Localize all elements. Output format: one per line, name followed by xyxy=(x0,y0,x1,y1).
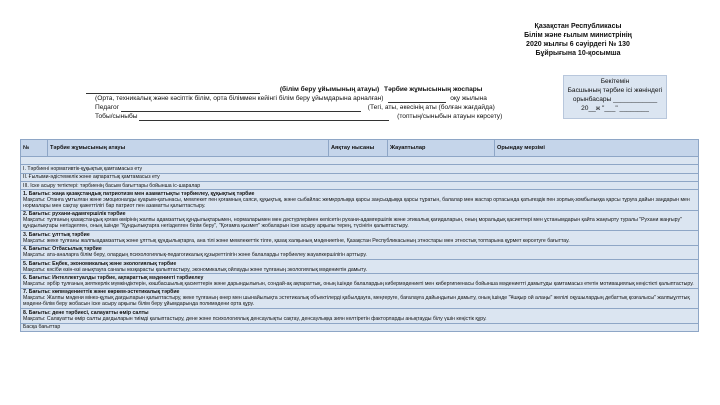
table-row xyxy=(21,274,699,288)
direction-goal: Мақсаты: Отанға ұмтылған және эмоционалды қуарым-қатынасы, мемлекет пен қоғамның саяси, құқықтық, және сыбайлас жемқорлыққа қарсы заңсыздыққа қарсы тұратын, балалар мен жастар ортасында қатыгездік пен зорлық-зомбылыққа қарсы тұруға дайын заңдарын мен нормалары мен сақтау қажеттілігі бар патриот пен азаматты қалыптастыру. xyxy=(23,196,690,209)
teacher-blank xyxy=(121,105,361,112)
teacher-desc: (Тегі, аты, әкесінің аты (болған жағдайда) xyxy=(367,104,495,111)
direction-goal: Мақсаты: кәсіби өзін-өзі анықтауға саналы көзқарасты қалыптастыру, экономикалық ойлауды және тұлғаның экологиялық мәдениетін дамыту. xyxy=(23,266,367,273)
group-blank xyxy=(139,114,389,121)
appendix-line: Бұйрығына 10-қосымша xyxy=(535,50,621,57)
table-row xyxy=(21,288,699,308)
footer-cell: Басқа бағыттар xyxy=(21,323,699,331)
direction-title: 3. Бағыты: ұлттық тәрбие xyxy=(23,231,90,238)
year-blank xyxy=(388,96,446,103)
column-header: Тәрбие жұмысының атауы xyxy=(48,140,329,157)
appendix-line: Қазақстан Республикасы xyxy=(534,23,622,30)
direction-title: 7. Бағыты: көпмәдениеттік және көркем-эстетикалық тәрбие xyxy=(23,289,180,296)
direction-goal: Мақсаты: жеке тұлғаны жалпыадамзаттық және ұлттық құндылықтарға, ана тілі және мемлекеттік тілге, қазақ халқының мәдениетіне, Қазақстан Республикасының этностары мен этностық топтарына құрмет көрсетуге бағыттау. xyxy=(23,237,570,244)
table-header-row xyxy=(21,140,699,157)
direction-cell xyxy=(21,288,699,308)
org-name-blank xyxy=(86,87,260,94)
column-header: Аяқтау нысаны xyxy=(329,140,388,157)
direction-goal: Мақсаты: әрбір тұлғаның зияткерлік мүмкіндіктерін, көшбасшылық қасиеттерін және дарындылығын, сондай-ақ ақпараттық, оның ішінде балалардың кибермәдениеті мен кибергигиенасы бойынша мәдениетті дамытуды қамтамасыз ететін мотивациялық кеңістікті қалыптастыру. xyxy=(23,280,694,287)
blank-cell xyxy=(21,157,699,165)
table-row xyxy=(21,190,699,210)
year-suffix: оқу жылына xyxy=(450,95,487,102)
direction-cell xyxy=(21,259,699,273)
column-header: № xyxy=(21,140,48,157)
teacher-label: Педагог xyxy=(95,104,120,111)
table-row xyxy=(21,210,699,230)
appendix-line: Білім және ғылым министрінің xyxy=(524,32,632,39)
group-desc: (топтың/сыныбын атауын көрсету) xyxy=(397,113,503,120)
direction-cell xyxy=(21,190,699,210)
appendix-line: 2020 жылғы 6 сәуірдегі № 130 xyxy=(526,41,630,48)
group-label: Тобы/сыныбы xyxy=(95,113,138,120)
section-cell: II. Ғылыми-әдістемелік және ақпараттық қамтамасыз ету xyxy=(21,173,699,181)
org-name-line xyxy=(86,86,482,94)
plan-title: Тәрбие жұмысының жоспары xyxy=(384,86,483,93)
direction-cell xyxy=(21,309,699,323)
table-row xyxy=(21,245,699,259)
approval-line: Бекітемін xyxy=(600,78,630,85)
org-desc-line xyxy=(95,95,487,103)
direction-title: 5. Бағыты: Еңбек, экономикалық және экологиялық тәрбие xyxy=(23,260,177,267)
column-header: Орындау мерзімі xyxy=(495,140,699,157)
direction-goal: Мақсаты: тұлғаның қазақстандық қоғам өмірінің жалпы адамзаттық құндылықтарымен, нормаларымен мен дәстүрлерімен келісетін рухани-адамгершілік және этикалық қағидаларын, оның моральдық қасиеттері мен ұстанымдарын қайта жаңғырту туралы "Рухани жаңғыру" құндылықтары негізделген, оның ішінде "Құндылықтарға негізделген білім беру", "Қоғамға қызмет" жобаларын іске асыру арқылы терең, түсінігін қалыптастыру. xyxy=(23,217,682,230)
column-header: Жауаптылар xyxy=(388,140,495,157)
direction-cell xyxy=(21,245,699,259)
direction-title: 2. Бағыты: рухани-адамгершілік тәрбие xyxy=(23,211,126,218)
table-row xyxy=(21,323,699,331)
direction-cell xyxy=(21,274,699,288)
approval-line: 20__ж "___" ________ xyxy=(581,105,649,112)
table-row xyxy=(21,231,699,245)
direction-title: 1. Бағыты: жаңа қазақстандық патриотизм мен азаматтықты тәрбиелеу, құқықтық тәрбие xyxy=(23,190,255,197)
appendix-block xyxy=(488,22,668,58)
table-row xyxy=(21,157,699,165)
table-row xyxy=(21,165,699,173)
section-cell: III. Іске асыру тетіктері: тәрбиенің басым бағыттары бойынша іс-шаралар xyxy=(21,181,699,189)
table-row xyxy=(21,173,699,181)
direction-title: 6. Бағыты: Интеллектуалды тәрбие, ақпараттық мәдениеті тәрбиелеу xyxy=(23,274,204,281)
org-name-label: (білім беру ұйымының атауы) xyxy=(279,86,380,93)
direction-title: 8. Бағыты: дене тәрбиесі, салауатты өмір салты xyxy=(23,309,149,316)
table-row xyxy=(21,309,699,323)
teacher-line xyxy=(95,104,495,112)
table-row xyxy=(21,259,699,273)
table-row xyxy=(21,181,699,189)
approval-line: Басшының тәрбие ісі жөніндегі xyxy=(567,87,663,94)
direction-goal: Мақсаты: Салауатты өмір салты дағдыларын тиімді қалыптастыру, дене және психологиялық денсаулықты сақтау, денсаулыққа зиян келтіретін факторларды анықтауды білу үшін кеңістік құру. xyxy=(23,315,487,322)
group-line xyxy=(95,113,502,121)
direction-cell xyxy=(21,210,699,230)
direction-title: 4. Бағыты: Отбасылық тәрбие xyxy=(23,246,102,253)
direction-goal: Мақсаты: ата-аналарға білім беру, олардың психологиялық-педагогикалық құзыреттілігін және балаларды тәрбиелеу жауапкершілігін арттыру. xyxy=(23,252,367,259)
plan-table xyxy=(20,139,699,332)
org-desc: (Орта, техникалық және кәсіптік білім, орта біліммен кейінгі білім беру ұйымдарына арналған) xyxy=(95,95,384,102)
direction-goal: Мақсаты: Жалпы мәдени мінез-құлық дағдыларын қалыптастыру, жеке тұлғаның өнер мен шынайылықта эстетикалық объектілерді қабылдауға, меңгеруге, бағалауға дайындығын дамыту, оның ішінде "Ұшқыр ой алаңы" желілі оқушылардың дебаттық қозғалысы" жалпыұлттық мәдени-білім беру жобасын іске асыру арқылы білім беру ұйымдарында полимәдени орта құру. xyxy=(23,295,690,308)
direction-cell xyxy=(21,231,699,245)
section-cell: I. Тәрбиені нормативтік-құқықтық қамтамасыз ету xyxy=(21,165,699,173)
approval-box xyxy=(563,75,667,119)
approval-line: орынбасары ____________ xyxy=(572,96,658,103)
